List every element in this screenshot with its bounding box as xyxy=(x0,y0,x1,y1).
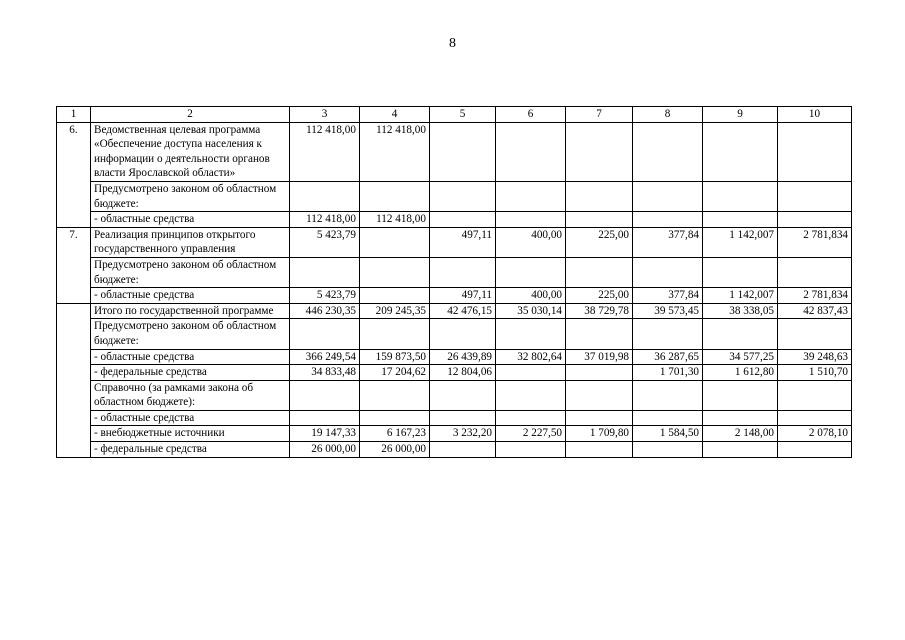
row-name-cell: - областные средства xyxy=(91,212,290,228)
row-name-cell: Предусмотрено законом об областном бюджете: xyxy=(91,257,290,287)
value-cell xyxy=(778,122,852,181)
value-cell xyxy=(633,122,703,181)
value-cell xyxy=(496,212,566,228)
value-cell xyxy=(566,410,633,426)
row-name-cell: Предусмотрено законом об областном бюджете: xyxy=(91,181,290,211)
value-cell xyxy=(360,410,430,426)
value-cell xyxy=(496,122,566,181)
value-cell: 209 245,35 xyxy=(360,303,430,319)
table-row xyxy=(57,426,852,442)
row-name-cell: - федеральные средства xyxy=(91,442,290,458)
value-cell xyxy=(360,257,430,287)
value-cell xyxy=(778,380,852,410)
table-row xyxy=(57,365,852,381)
value-cell xyxy=(703,410,778,426)
value-cell: 36 287,65 xyxy=(633,349,703,365)
value-cell: 42 837,43 xyxy=(778,303,852,319)
row-name-cell: Реализация принципов открытого государственного управления xyxy=(91,227,290,257)
table-row xyxy=(57,349,852,365)
value-cell: 6 167,23 xyxy=(360,426,430,442)
value-cell: 446 230,35 xyxy=(290,303,360,319)
table-row xyxy=(57,442,852,458)
value-cell xyxy=(430,442,496,458)
table-row xyxy=(57,212,852,228)
value-cell: 112 418,00 xyxy=(290,122,360,181)
value-cell xyxy=(703,319,778,349)
row-number-cell: 7. xyxy=(57,227,91,303)
table-row xyxy=(57,303,852,319)
column-header: 5 xyxy=(430,107,496,123)
value-cell xyxy=(566,380,633,410)
value-cell xyxy=(496,410,566,426)
table-header-row xyxy=(57,107,852,123)
value-cell xyxy=(633,442,703,458)
value-cell: 1 142,007 xyxy=(703,227,778,257)
value-cell xyxy=(430,122,496,181)
value-cell xyxy=(430,212,496,228)
row-name-cell: - областные средства xyxy=(91,410,290,426)
value-cell: 35 030,14 xyxy=(496,303,566,319)
value-cell xyxy=(290,380,360,410)
value-cell xyxy=(566,122,633,181)
value-cell xyxy=(778,410,852,426)
column-header: 7 xyxy=(566,107,633,123)
value-cell xyxy=(360,319,430,349)
page-number: 8 xyxy=(449,36,456,51)
value-cell: 1 510,70 xyxy=(778,365,852,381)
table-row xyxy=(57,319,852,349)
value-cell: 26 000,00 xyxy=(290,442,360,458)
value-cell: 112 418,00 xyxy=(360,122,430,181)
value-cell xyxy=(360,288,430,304)
value-cell: 26 000,00 xyxy=(360,442,430,458)
value-cell: 497,11 xyxy=(430,288,496,304)
value-cell: 34 577,25 xyxy=(703,349,778,365)
value-cell: 2 781,834 xyxy=(778,288,852,304)
column-header: 2 xyxy=(91,107,290,123)
table-row xyxy=(57,410,852,426)
value-cell xyxy=(566,212,633,228)
value-cell: 5 423,79 xyxy=(290,227,360,257)
value-cell: 38 729,78 xyxy=(566,303,633,319)
row-name-cell: Предусмотрено законом об областном бюджете: xyxy=(91,319,290,349)
column-header: 3 xyxy=(290,107,360,123)
value-cell: 400,00 xyxy=(496,288,566,304)
table-row xyxy=(57,122,852,181)
value-cell: 1 612,80 xyxy=(703,365,778,381)
row-name-cell: Ведомственная целевая программа «Обеспечение доступа населения к информации о деятельности органов власти Ярославской области» xyxy=(91,122,290,181)
value-cell: 26 439,89 xyxy=(430,349,496,365)
value-cell xyxy=(430,257,496,287)
row-name-cell: - федеральные средства xyxy=(91,365,290,381)
value-cell: 12 804,06 xyxy=(430,365,496,381)
value-cell: 37 019,98 xyxy=(566,349,633,365)
row-name-cell: Итого по государственной программе xyxy=(91,303,290,319)
value-cell: 225,00 xyxy=(566,227,633,257)
value-cell xyxy=(290,319,360,349)
value-cell xyxy=(778,319,852,349)
value-cell xyxy=(633,410,703,426)
value-cell xyxy=(778,181,852,211)
column-header: 8 xyxy=(633,107,703,123)
row-number-cell xyxy=(57,303,91,457)
value-cell xyxy=(703,181,778,211)
value-cell xyxy=(778,212,852,228)
value-cell: 17 204,62 xyxy=(360,365,430,381)
value-cell xyxy=(290,410,360,426)
column-header: 4 xyxy=(360,107,430,123)
value-cell xyxy=(633,181,703,211)
row-number-cell: 6. xyxy=(57,122,91,227)
value-cell: 366 249,54 xyxy=(290,349,360,365)
value-cell xyxy=(290,257,360,287)
row-name-cell: - областные средства xyxy=(91,288,290,304)
value-cell: 225,00 xyxy=(566,288,633,304)
value-cell: 5 423,79 xyxy=(290,288,360,304)
value-cell xyxy=(360,380,430,410)
value-cell: 2 227,50 xyxy=(496,426,566,442)
column-header: 6 xyxy=(496,107,566,123)
row-name-cell: - внебюджетные источники xyxy=(91,426,290,442)
value-cell xyxy=(496,365,566,381)
value-cell xyxy=(633,319,703,349)
column-header: 10 xyxy=(778,107,852,123)
value-cell xyxy=(496,181,566,211)
value-cell: 39 573,45 xyxy=(633,303,703,319)
value-cell: 159 873,50 xyxy=(360,349,430,365)
row-name-cell: - областные средства xyxy=(91,349,290,365)
value-cell: 42 476,15 xyxy=(430,303,496,319)
row-name-cell: Справочно (за рамками закона об областном бюджете): xyxy=(91,380,290,410)
value-cell xyxy=(703,122,778,181)
value-cell: 112 418,00 xyxy=(290,212,360,228)
value-cell: 3 232,20 xyxy=(430,426,496,442)
value-cell xyxy=(703,442,778,458)
value-cell xyxy=(360,227,430,257)
value-cell xyxy=(496,380,566,410)
table-row xyxy=(57,181,852,211)
value-cell xyxy=(633,257,703,287)
value-cell: 400,00 xyxy=(496,227,566,257)
value-cell xyxy=(430,410,496,426)
value-cell: 19 147,33 xyxy=(290,426,360,442)
value-cell xyxy=(703,257,778,287)
value-cell: 1 142,007 xyxy=(703,288,778,304)
budget-table xyxy=(56,106,852,458)
value-cell xyxy=(430,181,496,211)
table-row xyxy=(57,227,852,257)
value-cell: 112 418,00 xyxy=(360,212,430,228)
value-cell xyxy=(566,365,633,381)
value-cell xyxy=(633,212,703,228)
value-cell: 497,11 xyxy=(430,227,496,257)
value-cell xyxy=(566,442,633,458)
value-cell: 2 078,10 xyxy=(778,426,852,442)
value-cell xyxy=(430,380,496,410)
value-cell xyxy=(496,319,566,349)
table-row xyxy=(57,288,852,304)
value-cell: 39 248,63 xyxy=(778,349,852,365)
value-cell xyxy=(496,257,566,287)
value-cell xyxy=(703,380,778,410)
value-cell: 2 148,00 xyxy=(703,426,778,442)
value-cell xyxy=(778,257,852,287)
value-cell xyxy=(566,257,633,287)
value-cell: 34 833,48 xyxy=(290,365,360,381)
value-cell xyxy=(290,181,360,211)
value-cell xyxy=(360,181,430,211)
value-cell: 1 701,30 xyxy=(633,365,703,381)
table-row xyxy=(57,380,852,410)
value-cell: 1 584,50 xyxy=(633,426,703,442)
value-cell: 1 709,80 xyxy=(566,426,633,442)
value-cell xyxy=(566,181,633,211)
value-cell xyxy=(496,442,566,458)
table-row xyxy=(57,257,852,287)
value-cell xyxy=(566,319,633,349)
value-cell: 2 781,834 xyxy=(778,227,852,257)
value-cell xyxy=(633,380,703,410)
value-cell xyxy=(430,319,496,349)
column-header: 1 xyxy=(57,107,91,123)
value-cell xyxy=(703,212,778,228)
value-cell: 377,84 xyxy=(633,227,703,257)
value-cell: 32 802,64 xyxy=(496,349,566,365)
value-cell xyxy=(778,442,852,458)
value-cell: 377,84 xyxy=(633,288,703,304)
value-cell: 38 338,05 xyxy=(703,303,778,319)
column-header: 9 xyxy=(703,107,778,123)
